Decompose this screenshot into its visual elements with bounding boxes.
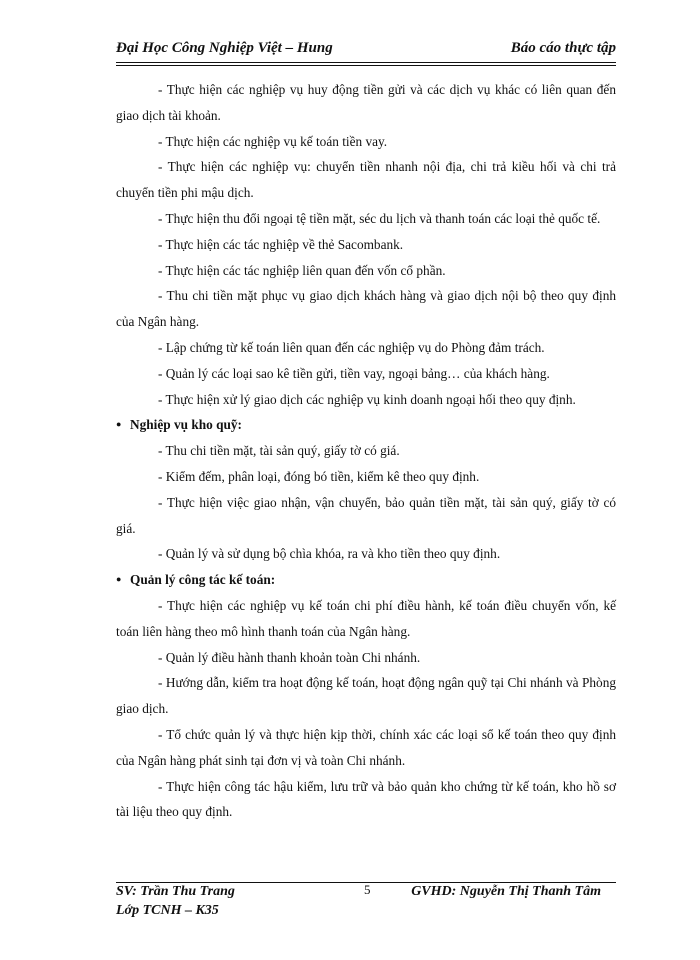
- page-footer: [116, 884, 616, 924]
- list-item: - Thực hiện công tác hậu kiểm, lưu trữ và bảo quản kho chứng từ kế toán, kho hồ sơ tài liệu theo quy định.: [116, 778, 616, 820]
- list-item: - Thực hiện các tác nghiệp về thẻ Sacombank.: [158, 236, 404, 252]
- section-heading-accounting: [116, 567, 616, 593]
- list-item: - Quản lý điều hành thanh khoản toàn Chi nhánh.: [158, 649, 421, 665]
- header-university: Đại Học Công Nghiệp Việt – Hung: [116, 40, 333, 56]
- list-item: - Hướng dẫn, kiểm tra hoạt động kế toán, hoạt động ngân quỹ tại Chi nhánh và Phòng giao dịch.: [116, 675, 616, 717]
- list-item: - Kiểm đếm, phân loại, đóng bó tiền, kiểm kê theo quy định.: [158, 468, 480, 484]
- bullet-icon: ●: [116, 574, 122, 585]
- list-item: - Lập chứng từ kế toán liên quan đến các nghiệp vụ do Phòng đảm trách.: [158, 339, 545, 355]
- list-item: - Tổ chức quản lý và thực hiện kịp thời, chính xác các loại sổ kế toán theo quy định của Ngân hàng phát sinh tại đơn vị và toàn Chi nhánh.: [116, 726, 616, 768]
- list-item: - Thực hiện việc giao nhận, vận chuyển, bảo quản tiền mặt, tài sản quý, giấy tờ có giá.: [116, 494, 616, 536]
- section-title: Quản lý công tác kế toán:: [130, 572, 276, 588]
- list-item: - Thực hiện xử lý giao dịch các nghiệp vụ kinh doanh ngoại hối theo quy định.: [158, 391, 576, 407]
- list-item: - Quản lý các loại sao kê tiền gửi, tiền vay, ngoại bảng… của khách hàng.: [158, 365, 550, 381]
- list-item: - Thực hiện thu đổi ngoại tệ tiền mặt, séc du lịch và thanh toán các loại thẻ quốc tế.: [158, 210, 601, 226]
- list-item: - Thực hiện các nghiệp vụ: chuyển tiền nhanh nội địa, chi trả kiều hối và chi trả chuyển tiền phi mậu dịch.: [116, 159, 616, 201]
- header-divider-secondary: [116, 65, 616, 66]
- footer-student-name: SV: Trần Thu Trang: [116, 884, 235, 899]
- page-number: 5: [364, 882, 371, 897]
- list-item: - Thực hiện các tác nghiệp liên quan đến vốn cổ phần.: [158, 262, 446, 278]
- list-item: - Thu chi tiền mặt phục vụ giao dịch khách hàng và giao dịch nội bộ theo quy định của Ngân hàng.: [116, 288, 616, 330]
- document-body: [116, 77, 616, 825]
- bullet-icon: ●: [116, 419, 122, 430]
- list-item: - Thực hiện các nghiệp vụ kế toán tiền vay.: [158, 133, 388, 149]
- list-item: - Thực hiện các nghiệp vụ kế toán chi phí điều hành, kế toán điều chuyển vốn, kế toán liên hàng theo mô hình thanh toán của Ngân hàng.: [116, 597, 616, 639]
- footer-advisor: GVHD: Nguyễn Thị Thanh Tâm: [411, 884, 601, 899]
- section-title: Nghiệp vụ kho quỹ:: [130, 417, 242, 433]
- header-divider: [116, 62, 616, 63]
- header-report-title: Báo cáo thực tập: [510, 40, 616, 56]
- section-heading-treasury: [116, 412, 616, 438]
- list-item: - Thực hiện các nghiệp vụ huy động tiền gửi và các dịch vụ khác có liên quan đến giao dịch tài khoản.: [116, 82, 616, 123]
- footer-class-name: Lớp TCNH – K35: [116, 903, 219, 918]
- page-header: [116, 40, 616, 64]
- list-item: - Quản lý và sử dụng bộ chìa khóa, ra và kho tiền theo quy định.: [158, 546, 501, 562]
- list-item: - Thu chi tiền mặt, tài sản quý, giấy tờ có giá.: [158, 443, 400, 459]
